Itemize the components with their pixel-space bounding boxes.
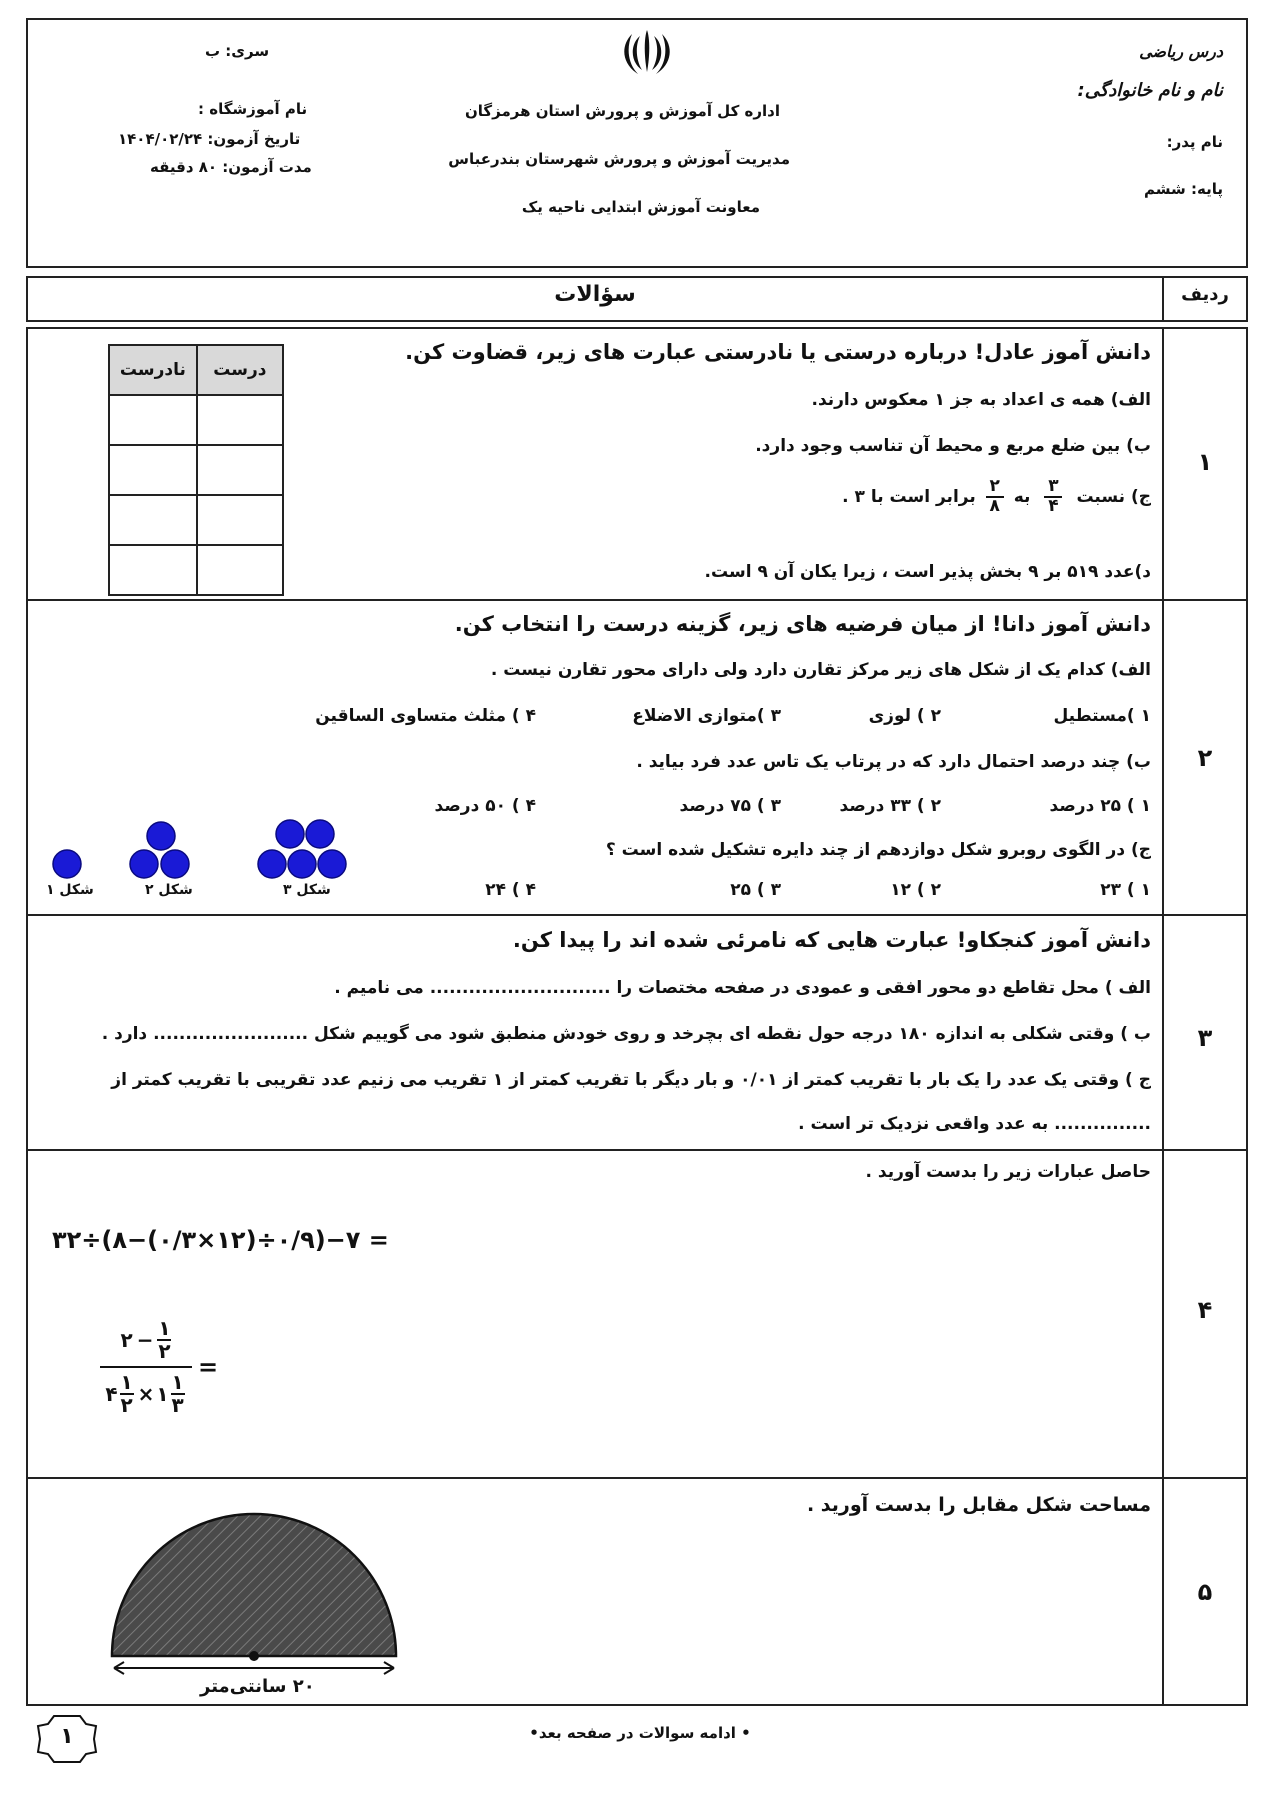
row-col-divider — [1162, 327, 1164, 1706]
subject-label: درس ریاضی — [1139, 42, 1223, 61]
q1-item-d: د)عدد ۵۱۹ بر ۹ بخش پذیر است ، زیرا یکان آن ۹ است. — [704, 562, 1151, 582]
page-number: ۱ — [60, 1724, 74, 1749]
q4-b2-den: ۳ — [171, 1393, 184, 1417]
q2-b-option-3[interactable]: ۳ ) ۷۵ درصد — [679, 796, 781, 816]
q2-c-option-3[interactable]: ۳ ) ۲۵ — [730, 880, 781, 900]
q3-title: دانش آموز کنجکاو! عبارت هایی که نامرئی شده اند را پیدا کن. — [512, 928, 1151, 952]
q2-item-a: الف) کدام یک از شکل های زیر مرکز تقارن دارد ولی دارای محور تقارن نیست . — [490, 660, 1151, 680]
grade-label: پایه: ششم — [1144, 180, 1223, 198]
q1-q2-divider — [26, 599, 1248, 601]
pattern-circle — [130, 850, 158, 878]
q1-c-prefix: ج) نسبت — [1076, 486, 1151, 507]
answer-cell[interactable] — [197, 545, 283, 595]
semicircle-shape — [112, 1514, 396, 1656]
table-right-border — [1246, 327, 1248, 1706]
q4-expression-2 — [100, 1318, 218, 1416]
q2-b-option-2[interactable]: ۲ ) ۳۳ درصد — [839, 796, 941, 816]
table-right-border-header — [1246, 276, 1248, 322]
q4-denominator: ۴ $\frac{۱}{۲}$ × ۱ $\frac{۱}{۳}$ — [105, 1370, 184, 1417]
q4-b1-fraction — [120, 1372, 134, 1416]
q3-number: ۳ — [1197, 1024, 1213, 1052]
q4-main-fraction-bar — [100, 1366, 192, 1368]
q2-item-b: ب) چند درصد احتمال دارد که در پرتاب یک تاس عدد فرد بیاید . — [636, 752, 1151, 772]
q1-c-frac1-num: ۳ — [1048, 476, 1059, 496]
answer-cell[interactable] — [109, 445, 197, 495]
q1-c-fraction-2 — [986, 478, 1004, 516]
q5-dimension-label: ۲۰ سانتی‌متر — [200, 1676, 315, 1697]
org-line-2: مدیریت آموزش و پرورش شهرستان بندرعباس — [448, 150, 790, 168]
questions-column-header: سؤالات — [554, 282, 636, 307]
q2-a-option-1[interactable]: ۱ )مستطیل — [1053, 706, 1151, 726]
q4-top-fraction — [157, 1318, 171, 1362]
q4-complex-fraction — [100, 1318, 192, 1416]
shape-3-label: شکل ۳ — [283, 882, 331, 898]
q4-top-num: ۱ — [158, 1316, 171, 1340]
q4-b1-num: ۱ — [120, 1370, 133, 1394]
q1-top-border — [26, 327, 1248, 329]
answer-cell[interactable] — [109, 545, 197, 595]
q2-a-option-2[interactable]: ۲ ) لوزی — [868, 706, 941, 726]
q1-item-b: ب) بین ضلع مربع و محیط آن تناسب وجود دارد. — [755, 436, 1151, 456]
q1-title: دانش آموز عادل! درباره درستی یا نادرستی عبارت های زیر، قضاوت کن. — [405, 340, 1151, 364]
q4-top-den: ۲ — [158, 1339, 171, 1363]
q1-c-suffix: برابر است با ۳ . — [842, 486, 976, 507]
org-line-1: اداره کل آموزش و پرورش استان هرمزگان — [465, 102, 780, 120]
q1-number: ۱ — [1197, 448, 1213, 476]
exam-date-label: تاریخ آزمون: ۱۴۰۴/۰۲/۲۴ — [118, 130, 301, 148]
q1-answer-table — [108, 344, 284, 596]
answer-cell[interactable] — [197, 445, 283, 495]
pattern-circle — [258, 850, 286, 878]
q4-b2-whole: ۱ — [156, 1382, 169, 1406]
q2-a-option-3[interactable]: ۳ )متوازی الاضلاع — [632, 706, 781, 726]
student-name-label: نام و نام خانوادگی: — [1077, 80, 1223, 101]
q2-b-option-1[interactable]: ۱ ) ۲۵ درصد — [1049, 796, 1151, 816]
q1-false-header: نادرست — [109, 345, 197, 395]
pattern-circle — [161, 850, 189, 878]
q4-b2-fraction — [171, 1372, 185, 1416]
q4-equals: = — [198, 1353, 219, 1381]
answer-cell[interactable] — [109, 495, 197, 545]
q2-title: دانش آموز دانا! از میان فرضیه های زیر، گزینه درست را انتخاب کن. — [454, 612, 1151, 636]
q4-numerator: ۲ − $\frac{۱}{۲}$ — [120, 1316, 171, 1363]
shape-1-label: شکل ۱ — [46, 882, 94, 898]
shape-2-label: شکل ۲ — [145, 882, 193, 898]
q2-number: ۲ — [1197, 744, 1213, 772]
q2-a-option-4[interactable]: ۴ ) مثلث متساوی الساقین — [315, 706, 536, 726]
q4-b1-den: ۲ — [120, 1393, 133, 1417]
q5-number: ۵ — [1197, 1578, 1213, 1606]
page-number-badge — [34, 1712, 100, 1766]
row-column-header: ردیف — [1181, 284, 1229, 305]
q1-item-c — [842, 478, 1151, 516]
org-line-3: معاونت آموزش ابتدایی ناحیه یک — [521, 198, 760, 216]
table-border-bottom — [26, 1704, 1248, 1706]
exam-duration-label: مدت آزمون: ۸۰ دقیقه — [150, 158, 312, 176]
q5-semicircle-figure — [100, 1506, 410, 1696]
q3-item-b: ب ) وقتی شکلی به اندازه ۱۸۰ درجه حول نقطه ای بچرخد و روی خودش منطبق شود می گوییم شکل ........................ دارد . — [101, 1024, 1151, 1044]
answer-cell[interactable] — [197, 495, 283, 545]
q4-expression-1: ۳۲÷(۸−(۰/۳×۱۲)÷۰/۹)−۷ = — [52, 1226, 389, 1254]
q5-title: مساحت شکل مقابل را بدست آورید . — [806, 1494, 1151, 1516]
pattern-circle — [276, 820, 304, 848]
q2-c-option-4[interactable]: ۴ ) ۲۴ — [485, 880, 536, 900]
q4-number: ۴ — [1197, 1296, 1213, 1324]
q4-title: حاصل عبارات زیر را بدست آورید . — [865, 1162, 1151, 1182]
pattern-circle — [53, 850, 81, 878]
q3-item-c-line2: ............... به عدد واقعی نزدیک تر است . — [798, 1114, 1151, 1134]
pattern-circle — [288, 850, 316, 878]
q4-top-whole: ۲ — [120, 1328, 133, 1352]
q3-q4-divider — [26, 1149, 1248, 1151]
table-header-divider — [26, 320, 1248, 322]
q1-c-frac1-den: ۴ — [1048, 495, 1059, 516]
answer-cell[interactable] — [197, 395, 283, 445]
q1-c-frac2-num: ۲ — [989, 476, 1000, 496]
table-left-border — [26, 327, 28, 1706]
q2-b-option-4[interactable]: ۴ ) ۵۰ درصد — [434, 796, 536, 816]
pattern-circle — [318, 850, 346, 878]
q4-q5-divider — [26, 1477, 1248, 1479]
continue-notice: • ادامه سوالات در صفحه بعد• — [529, 1724, 751, 1742]
q1-c-fraction-1 — [1044, 478, 1062, 516]
q2-item-c: ج) در الگوی روبرو شکل دوازدهم از چند دایره تشکیل شده است ؟ — [605, 840, 1151, 860]
q1-c-mid: به — [1013, 486, 1031, 507]
q3-item-a: الف ) محل تقاطع دو محور افقی و عمودی در صفحه مختصات را ............................ می نامیم . — [334, 978, 1151, 998]
pattern-circle — [147, 822, 175, 850]
q3-item-c-line1: ج ) وقتی یک عدد را یک بار با تقریب کمتر از ۰/۰۱ و بار دیگر با تقریب کمتر از ۱ تقریب می زنیم عدد تقریبی با تقریب کمتر از — [111, 1070, 1151, 1090]
center-point — [249, 1651, 259, 1661]
school-label: نام آموزشگاه : — [198, 100, 308, 118]
q2-circle-pattern — [40, 806, 370, 886]
father-name-label: نام پدر: — [1166, 133, 1223, 151]
table-border-top — [26, 276, 1248, 278]
q2-q3-divider — [26, 914, 1248, 916]
q1-true-header: درست — [197, 345, 283, 395]
q2-c-option-1[interactable]: ۱ ) ۲۳ — [1100, 880, 1151, 900]
q4-b1-whole: ۴ — [105, 1382, 118, 1406]
q1-item-a: الف) همه ی اعداد به جز ۱ معکوس دارند. — [811, 390, 1151, 410]
answer-cell[interactable] — [109, 395, 197, 445]
iran-emblem-icon — [620, 26, 674, 78]
q4-b2-num: ۱ — [171, 1370, 184, 1394]
pattern-circle — [306, 820, 334, 848]
q2-c-option-2[interactable]: ۲ ) ۱۲ — [890, 880, 941, 900]
series-label: سری: ب — [205, 42, 270, 60]
q1-c-frac2-den: ۸ — [989, 495, 1000, 516]
